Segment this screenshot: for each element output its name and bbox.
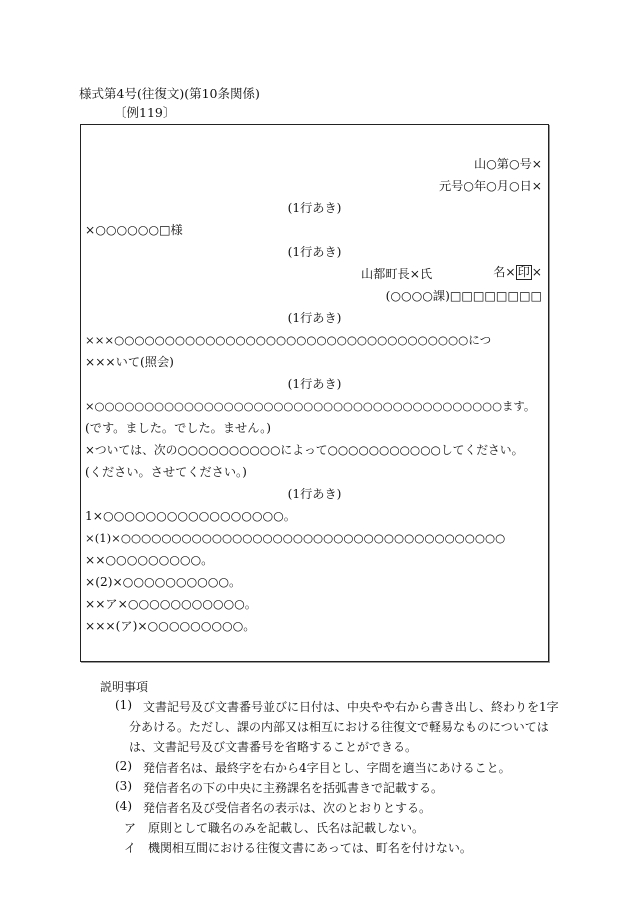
seal-mark: 印 — [517, 265, 530, 279]
item-1-sub-a-cont: ××○○○○○○○○○。 — [85, 553, 214, 567]
body-line-2: (です。ました。でした。ません。) — [85, 421, 271, 435]
note-4a-text: 原則として職名のみを記載し、氏名は記載しない。 — [148, 821, 425, 835]
blank-line-note: (1行あき) — [287, 377, 342, 391]
item-1: 1×○○○○○○○○○○○○○○○○○。 — [85, 509, 296, 523]
letter-form-box — [80, 124, 549, 662]
blank-line-note: (1行あき) — [287, 487, 342, 501]
subject-line-2: ×××いて(照会) — [85, 355, 174, 369]
note-2-number: (2) — [115, 759, 132, 773]
seal-suffix: × — [531, 265, 542, 279]
item-sub-a-paren: ×××(ア)×○○○○○○○○○。 — [85, 619, 256, 633]
note-4b-text: 機関相互間における往復文書にあっては、町名を付けない。 — [148, 841, 472, 855]
blank-line-note: (1行あき) — [287, 201, 342, 215]
note-2-text: 発信者名は、最終字を右から4字目とし、字間を適当にあけること。 — [143, 761, 511, 775]
body-line-4: (ください。させてください。) — [85, 465, 247, 479]
notes-heading: 説明事項 — [100, 680, 149, 694]
note-3-number: (3) — [115, 779, 132, 793]
form-title: 様式第4号(往復文)(第10条関係) — [79, 86, 260, 101]
item-sub-a-kana: ××ア×○○○○○○○○○○○。 — [85, 597, 257, 611]
note-4b-label: イ — [124, 841, 137, 855]
note-1-number: (1) — [115, 698, 132, 712]
note-4-number: (4) — [115, 799, 132, 813]
section-name: (○○○○課)□□□□□□□□ — [385, 289, 542, 303]
item-1-sub-a: ×(1)×○○○○○○○○○○○○○○○○○○○○○○○○○○○○○○○○○○○○○○ — [85, 531, 506, 545]
note-4a-label: ア — [124, 821, 137, 835]
body-line-3: ×ついては、次の○○○○○○○○○○によって○○○○○○○○○○○してください。 — [85, 443, 524, 457]
note-1-line-1: 文書記号及び文書番号並びに日付は、中央やや右から書き出し、終わりを1字 — [143, 700, 559, 714]
document-number: 山○第○号× — [473, 157, 542, 171]
note-1-line-2: 分あける。ただし、課の内部又は相互における往復文で軽易なものについては — [129, 720, 549, 734]
blank-line-note: (1行あき) — [287, 245, 342, 259]
sender-name: 名× — [493, 265, 516, 279]
subject-line-1: ×××○○○○○○○○○○○○○○○○○○○○○○○○○○○○○○○○○○○につ — [85, 333, 492, 347]
item-1-sub-b: ×(2)×○○○○○○○○○○。 — [85, 575, 242, 589]
blank-line-note: (1行あき) — [287, 311, 342, 325]
example-label: 〔例119〕 — [114, 105, 176, 120]
note-3-text: 発信者名の下の中央に主務課名を括弧書きで記載する。 — [143, 781, 444, 795]
body-line-1: ×○○○○○○○○○○○○○○○○○○○○○○○○○○○○○○○○○○○○○○○○○ます。 — [85, 399, 536, 413]
recipient-name: ×○○○○○○□様 — [85, 223, 183, 237]
document-date: 元号○年○月○日× — [438, 179, 542, 193]
sender-title: 山都町長×氏 — [361, 267, 433, 281]
sender-signature — [493, 265, 542, 280]
note-4-text: 発信者名及び受信者名の表示は、次のとおりとする。 — [143, 801, 432, 815]
note-1-line-3: は、文書記号及び文書番号を省略することができる。 — [129, 740, 418, 754]
